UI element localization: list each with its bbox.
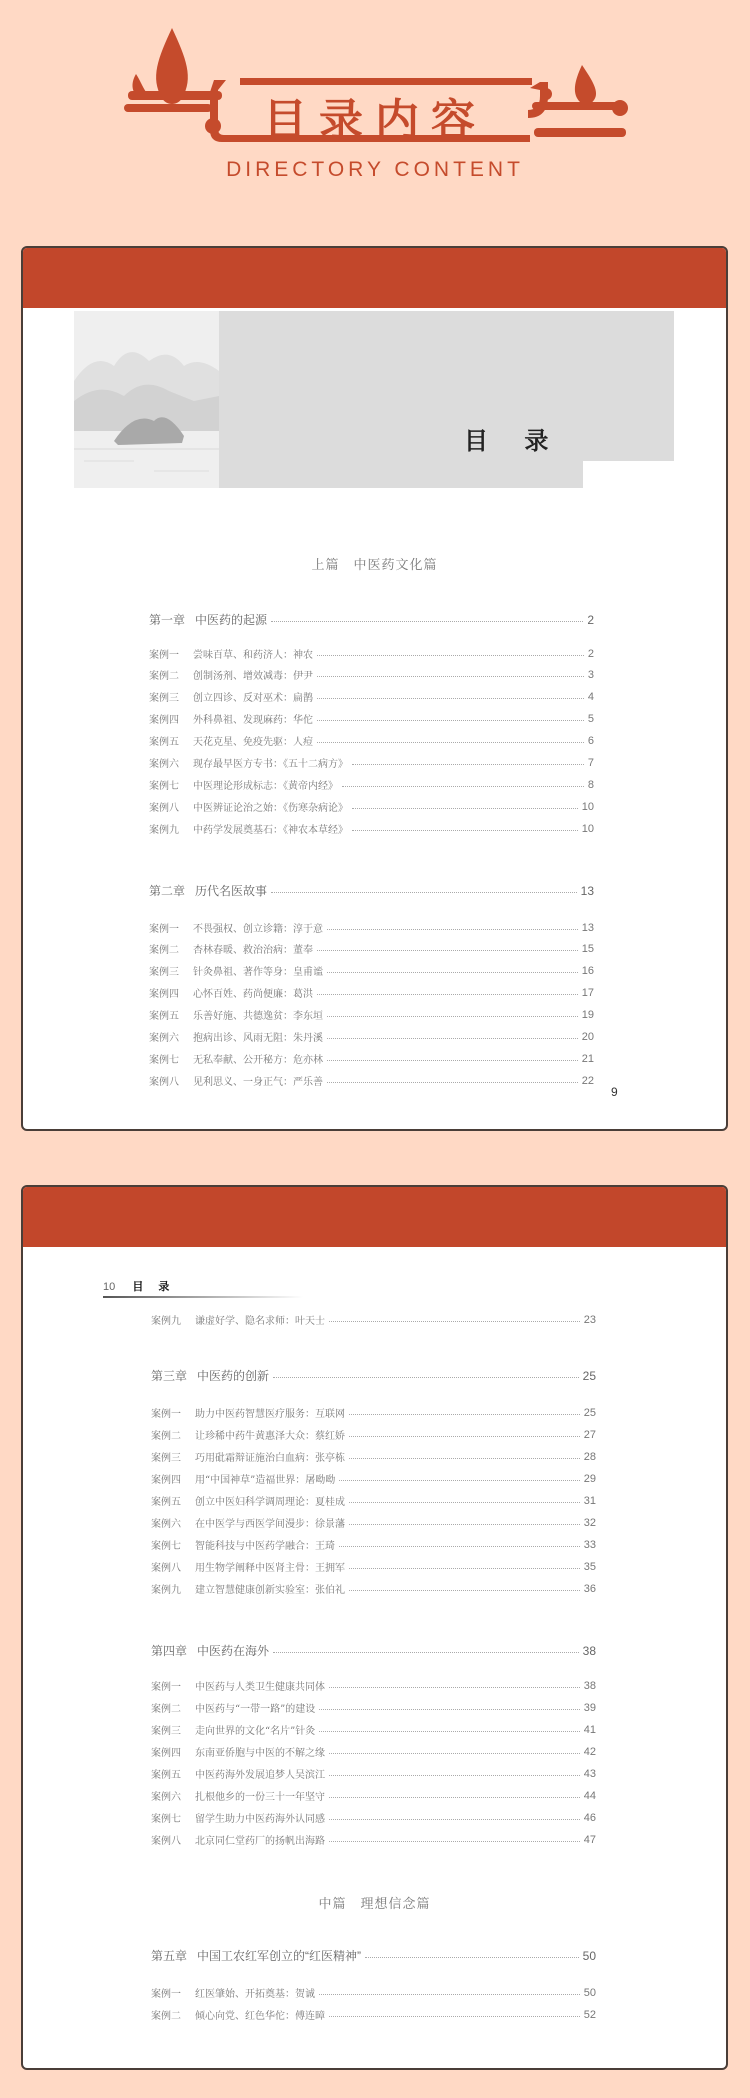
case-label: 案例六	[149, 1033, 179, 1044]
chapter-entry[interactable]	[151, 1642, 596, 1659]
leader-dots	[339, 1546, 580, 1547]
case-page-number: 3	[587, 668, 594, 681]
case-title: 智能科技与中医药学融合：王琦	[195, 1541, 335, 1552]
case-page-number: 29	[583, 1472, 596, 1485]
case-label: 案例一	[149, 924, 179, 935]
case-page-number: 21	[581, 1052, 594, 1065]
ink-landscape-icon	[74, 311, 219, 488]
chapter-title: 历代名医故事	[195, 884, 268, 898]
case-title: 创制汤剂、增效减毒：伊尹	[193, 671, 313, 682]
case-title: 谦虚好学、隐名求师：叶天士	[195, 1316, 325, 1327]
case-page-number: 15	[581, 942, 594, 955]
chapter-label: 第三章	[151, 1369, 188, 1383]
case-label: 案例二	[151, 1704, 181, 1715]
case-label: 案例七	[151, 1541, 181, 1552]
leader-dots	[329, 1841, 580, 1842]
case-title: 扎根他乡的一份三十一年坚守	[195, 1792, 325, 1803]
case-entry[interactable]	[149, 755, 594, 770]
leader-dots	[329, 1753, 580, 1754]
case-label: 案例四	[151, 1475, 181, 1486]
leader-dots	[317, 720, 584, 721]
leader-dots	[349, 1436, 580, 1437]
case-entry[interactable]	[151, 1581, 596, 1596]
case-entry[interactable]	[151, 1678, 596, 1693]
case-page-number: 43	[583, 1767, 596, 1780]
case-entry[interactable]	[149, 777, 594, 792]
case-label: 案例九	[151, 1585, 181, 1596]
case-entry[interactable]	[151, 1832, 596, 1847]
chapter-entry[interactable]	[151, 1947, 596, 1964]
chapter-title: 中医药在海外	[197, 1644, 270, 1658]
case-entry[interactable]	[149, 733, 594, 748]
case-title: 让珍稀中药牛黄惠泽大众：蔡红娇	[195, 1431, 345, 1442]
case-page-number: 47	[583, 1833, 596, 1846]
case-title: 走向世界的文化“名片”针灸	[195, 1726, 316, 1737]
case-entry[interactable]	[149, 821, 594, 836]
leader-dots	[319, 1994, 580, 1995]
case-label: 案例四	[151, 1748, 181, 1759]
case-label: 案例五	[151, 1770, 181, 1781]
leader-dots	[365, 1957, 579, 1958]
case-label: 案例五	[149, 737, 179, 748]
case-page-number: 23	[583, 1313, 596, 1326]
leader-dots	[317, 994, 578, 995]
case-page-number: 28	[583, 1450, 596, 1463]
chapter-entry[interactable]	[151, 1367, 596, 1384]
case-page-number: 16	[581, 964, 594, 977]
toc-heading: 目 录	[464, 426, 563, 455]
case-page-number: 44	[583, 1789, 596, 1802]
banner-subtitle: DIRECTORY CONTENT	[226, 158, 524, 181]
case-page-number: 6	[587, 734, 594, 747]
case-title: 用生物学阐释中医肾主骨：王拥军	[195, 1563, 345, 1574]
case-label: 案例六	[151, 1519, 181, 1530]
hero-gray-panel-lower	[218, 459, 583, 488]
leader-dots	[329, 1687, 580, 1688]
case-entry[interactable]	[151, 1766, 596, 1781]
leader-dots	[327, 1016, 578, 1017]
chapter-entry[interactable]	[149, 882, 594, 899]
case-entry[interactable]	[151, 2007, 596, 2022]
case-page-number: 52	[583, 2008, 596, 2021]
case-title: 用“中国神草”造福世界：屠呦呦	[195, 1475, 336, 1486]
case-title: 中医药与人类卫生健康共同体	[195, 1682, 325, 1693]
case-entry[interactable]	[151, 1788, 596, 1803]
case-entry[interactable]	[149, 963, 594, 978]
case-entry[interactable]	[149, 941, 594, 956]
running-head-number: 10	[103, 1281, 116, 1293]
case-title: 不畏强权、创立诊籍：淳于意	[193, 924, 323, 935]
case-title: 心怀百姓、药尚便廉：葛洪	[193, 989, 313, 1000]
page-top-bar	[23, 248, 726, 308]
chapter-label: 第一章	[149, 613, 186, 627]
chapter-page-number: 25	[582, 1368, 596, 1383]
chapter-title: 中国工农红军创立的“红医精神”	[197, 1949, 361, 1963]
leader-dots	[349, 1458, 580, 1459]
case-entry[interactable]	[149, 799, 594, 814]
leader-dots	[349, 1524, 580, 1525]
leader-dots	[339, 1480, 580, 1481]
leader-dots	[319, 1709, 580, 1710]
leader-dots	[349, 1414, 580, 1415]
banner-title: 目录内容	[263, 95, 487, 146]
case-entry[interactable]	[151, 1744, 596, 1759]
case-title: 北京同仁堂药厂的扬帆出海路	[195, 1836, 325, 1847]
leader-dots	[352, 764, 584, 765]
case-page-number: 25	[583, 1406, 596, 1419]
case-entry[interactable]	[151, 1427, 596, 1442]
case-label: 案例二	[151, 1431, 181, 1442]
case-label: 案例六	[151, 1792, 181, 1803]
case-page-number: 10	[581, 822, 594, 835]
case-entry[interactable]	[151, 1515, 596, 1530]
case-entry[interactable]	[151, 1312, 596, 1327]
case-page-number: 19	[581, 1008, 594, 1021]
chapter-title: 中医药的起源	[195, 613, 268, 627]
case-title: 乐善好施、共德逸贫：李东垣	[193, 1011, 323, 1022]
case-page-number: 27	[583, 1428, 596, 1441]
case-entry[interactable]	[149, 667, 594, 682]
case-page-number: 22	[581, 1074, 594, 1087]
case-label: 案例八	[149, 803, 179, 814]
case-entry[interactable]	[149, 1073, 594, 1088]
running-head-rule	[103, 1296, 303, 1298]
case-label: 案例四	[149, 715, 179, 726]
case-page-number: 36	[583, 1582, 596, 1595]
case-label: 案例一	[151, 1989, 181, 2000]
chapter-page-number: 13	[580, 883, 594, 898]
case-page-number: 17	[581, 986, 594, 999]
case-entry[interactable]	[151, 1700, 596, 1715]
case-entry[interactable]	[149, 920, 594, 935]
case-entry[interactable]	[151, 1449, 596, 1464]
leader-dots	[327, 1082, 578, 1083]
ink-landscape-painting	[74, 311, 219, 488]
leader-dots	[317, 698, 584, 699]
toc-page-2	[21, 1185, 728, 2070]
leader-dots	[329, 1819, 580, 1820]
case-label: 案例五	[151, 1497, 181, 1508]
chapter-page-number: 38	[582, 1643, 596, 1658]
case-page-number: 41	[583, 1723, 596, 1736]
case-entry[interactable]	[151, 1493, 596, 1508]
case-title: 杏林春暖、救治治病：董奉	[193, 945, 313, 956]
case-title: 中医辨证论治之始：《伤寒杂病论》	[193, 803, 348, 814]
case-title: 针灸鼻祖、著作等身：皇甫谧	[193, 967, 323, 978]
leader-dots	[349, 1568, 580, 1569]
case-entry[interactable]	[149, 711, 594, 726]
chapter-title: 中医药的创新	[197, 1369, 270, 1383]
chapter-label: 第五章	[151, 1949, 188, 1963]
case-page-number: 13	[581, 921, 594, 934]
case-label: 案例三	[149, 693, 179, 704]
case-title: 创立中医妇科学调周理论：夏桂成	[195, 1497, 345, 1508]
case-label: 案例七	[151, 1814, 181, 1825]
case-page-number: 10	[581, 800, 594, 813]
leader-dots	[319, 1731, 580, 1732]
case-label: 案例六	[149, 759, 179, 770]
running-head	[103, 1278, 175, 1294]
case-entry[interactable]	[149, 646, 594, 661]
case-title: 无私奉献、公开秘方：危亦林	[193, 1055, 323, 1066]
case-label: 案例一	[149, 650, 179, 661]
chapter-label: 第四章	[151, 1644, 188, 1658]
case-page-number: 33	[583, 1538, 596, 1551]
leader-dots	[317, 676, 584, 677]
case-label: 案例八	[149, 1077, 179, 1088]
case-page-number: 46	[583, 1811, 596, 1824]
leader-dots	[317, 742, 584, 743]
case-page-number: 50	[583, 1986, 596, 1999]
case-page-number: 2	[587, 647, 594, 660]
case-entry[interactable]	[151, 1537, 596, 1552]
case-label: 案例一	[151, 1682, 181, 1693]
case-entry[interactable]	[151, 1471, 596, 1486]
hero-gray-panel	[218, 311, 674, 461]
leader-dots	[349, 1502, 580, 1503]
leader-dots	[317, 950, 578, 951]
case-label: 案例九	[151, 1316, 181, 1327]
case-entry[interactable]	[149, 1007, 594, 1022]
running-head-title: 目 录	[132, 1281, 176, 1293]
case-page-number: 38	[583, 1679, 596, 1692]
case-title: 建立智慧健康创新实验室：张伯礼	[195, 1585, 345, 1596]
leader-dots	[327, 929, 578, 930]
case-page-number: 35	[583, 1560, 596, 1573]
case-title: 天花克星、免疫先驱：人痘	[193, 737, 313, 748]
case-label: 案例三	[151, 1453, 181, 1464]
case-title: 尝味百草、和药济人：神农	[193, 650, 313, 661]
page-number: 9	[611, 1085, 618, 1099]
case-page-number: 39	[583, 1701, 596, 1714]
case-label: 案例八	[151, 1563, 181, 1574]
leader-dots	[271, 892, 577, 893]
chapter-entry[interactable]	[149, 611, 594, 628]
case-entry[interactable]	[151, 1722, 596, 1737]
case-title: 中医药与“一带一路”的建设	[195, 1704, 316, 1715]
case-label: 案例二	[149, 671, 179, 682]
leader-dots	[327, 972, 578, 973]
leader-dots	[329, 1321, 580, 1322]
case-title: 中医理论形成标志：《黄帝内经》	[193, 781, 338, 792]
toc-page-1	[21, 246, 728, 1131]
leader-dots	[329, 1797, 580, 1798]
case-label: 案例二	[149, 945, 179, 956]
case-label: 案例五	[149, 1011, 179, 1022]
leader-dots	[352, 808, 578, 809]
leader-dots	[327, 1060, 578, 1061]
case-title: 见利思义、一身正气：严乐善	[193, 1077, 323, 1088]
chapter-label: 第二章	[149, 884, 186, 898]
case-entry[interactable]	[151, 1405, 596, 1420]
case-entry[interactable]	[149, 1029, 594, 1044]
case-label: 案例七	[149, 781, 179, 792]
case-entry[interactable]	[149, 689, 594, 704]
case-label: 案例一	[151, 1409, 181, 1420]
case-page-number: 20	[581, 1030, 594, 1043]
case-page-number: 8	[587, 778, 594, 791]
case-label: 案例三	[149, 967, 179, 978]
leader-dots	[329, 1775, 580, 1776]
case-title: 在中医学与西医学间漫步：徐景藩	[195, 1519, 345, 1530]
case-title: 创立四诊、反对巫术：扁鹊	[193, 693, 313, 704]
case-title: 外科鼻祖、发现麻药：华佗	[193, 715, 313, 726]
case-page-number: 5	[587, 712, 594, 725]
case-label: 案例二	[151, 2011, 181, 2022]
case-page-number: 32	[583, 1516, 596, 1529]
leader-dots	[349, 1590, 580, 1591]
toc-hero	[74, 311, 674, 488]
part-title: 上篇 中医药文化篇	[311, 557, 438, 572]
leader-dots	[342, 786, 584, 787]
case-title: 红医肇始、开拓奠基：贺诚	[195, 1989, 315, 2000]
case-page-number: 42	[583, 1745, 596, 1758]
leader-dots	[352, 830, 578, 831]
case-label: 案例七	[149, 1055, 179, 1066]
case-page-number: 4	[587, 690, 594, 703]
part-title: 中篇 理想信念篇	[318, 1896, 431, 1911]
case-title: 抱病出诊、风雨无阻：朱丹溪	[193, 1033, 323, 1044]
case-title: 巧用砒霜辩证施治白血病：张亭栋	[195, 1453, 345, 1464]
case-title: 东南亚侨胞与中医的不解之缘	[195, 1748, 325, 1759]
case-label: 案例四	[149, 989, 179, 1000]
case-title: 中医药海外发展追梦人吴滨江	[195, 1770, 325, 1781]
case-label: 案例九	[149, 825, 179, 836]
case-title: 助力中医药智慧医疗服务：互联网	[195, 1409, 345, 1420]
case-label: 案例三	[151, 1726, 181, 1737]
case-title: 倾心向党、红色华佗：傅连暲	[195, 2011, 325, 2022]
case-page-number: 31	[583, 1494, 596, 1507]
chapter-page-number: 50	[582, 1948, 596, 1963]
leader-dots	[317, 655, 584, 656]
case-title: 中药学发展奠基石：《神农本草经》	[193, 825, 348, 836]
case-page-number: 7	[587, 756, 594, 769]
case-title: 现存最早医方专书：《五十二病方》	[193, 759, 348, 770]
leader-dots	[329, 2016, 580, 2017]
case-label: 案例八	[151, 1836, 181, 1847]
case-title: 留学生助力中医药海外认同感	[195, 1814, 325, 1825]
leader-dots	[273, 1652, 579, 1653]
page-top-bar	[23, 1187, 726, 1247]
chapter-page-number: 2	[587, 612, 594, 627]
case-entry[interactable]	[151, 1559, 596, 1574]
header-banner	[0, 0, 750, 200]
leader-dots	[271, 621, 583, 622]
case-entry[interactable]	[151, 1810, 596, 1825]
case-entry[interactable]	[149, 1051, 594, 1066]
case-entry[interactable]	[149, 985, 594, 1000]
leader-dots	[327, 1038, 578, 1039]
case-entry[interactable]	[151, 1985, 596, 2000]
leader-dots	[273, 1377, 579, 1378]
